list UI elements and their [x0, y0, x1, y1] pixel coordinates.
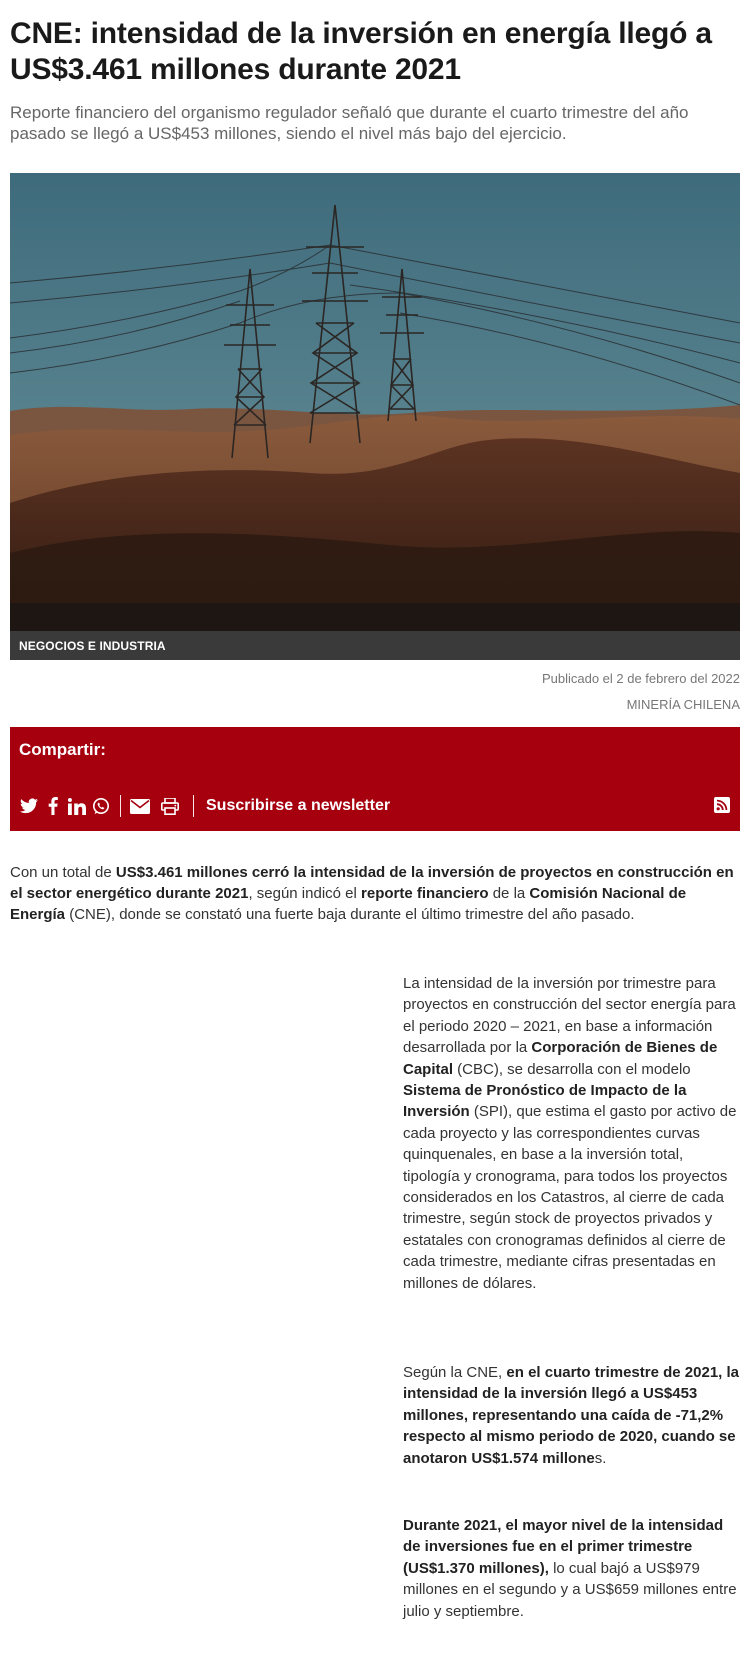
- body-paragraph-2: Según la CNE, en el cuarto trimestre de 2021, la intensidad de la inversión llegó a US$453 millones, representando una caída de -71,2% respecto al mismo periodo de 2020, cuando se anotaron US$1.574 millones.: [403, 1364, 740, 1467]
- article-page: [0, 16, 750, 1659]
- twitter-icon[interactable]: [19, 796, 39, 816]
- share-divider-2: [193, 795, 194, 817]
- publish-date: Publicado el 2 de febrero del 2022: [541, 671, 740, 686]
- share-divider: [120, 795, 121, 817]
- share-icons-row: [19, 795, 390, 817]
- article-title: CNE: intensidad de la inversión en energía llegó a US$3.461 millones durante 2021: [10, 17, 712, 86]
- whatsapp-icon[interactable]: [91, 796, 111, 816]
- article-subtitle: Reporte financiero del organismo regulador señaló que durante el cuarto trimestre del año pasado se llegó a US$453 millones, siendo el nivel más bajo del ejercicio.: [10, 103, 689, 143]
- power-towers-desert-photo: [10, 173, 740, 660]
- article-photo: [10, 173, 740, 660]
- article-source: MINERÍA CHILENA: [626, 697, 740, 712]
- photo-caption-bar: [10, 631, 740, 660]
- facebook-icon[interactable]: [43, 796, 63, 816]
- lead-paragraph: Con un total de US$3.461 millones cerró la intensidad de la inversión de proyectos en construcción en el sector energético durante 2021, según indicó el reporte financiero de la Comisión Nacional de Energía (CNE), donde se constató una fuerte baja durante el último trimestre del año pasado.: [10, 864, 734, 923]
- rss-icon[interactable]: [714, 797, 730, 818]
- category-label[interactable]: NEGOCIOS E INDUSTRIA: [19, 639, 166, 653]
- share-bar: [10, 727, 740, 831]
- linkedin-icon[interactable]: [67, 796, 87, 816]
- print-icon[interactable]: [160, 796, 180, 816]
- email-icon[interactable]: [130, 796, 150, 816]
- body-paragraph-3: Durante 2021, el mayor nivel de la intensidad de inversiones fue en el primer trimestre (US$1.370 millones), lo cual bajó a US$979 millones en el segundo y a US$659 millones entre julio y septiembre.: [403, 1517, 737, 1620]
- newsletter-link[interactable]: Suscribirse a newsletter: [206, 797, 391, 814]
- body-paragraph-1: La intensidad de la inversión por trimestre para proyectos en construcción del sector energía para el periodo 2020 – 2021, en base a información desarrollada por la Corporación de Bienes de Capital (CBC), se desarrolla con el modelo Sistema de Pronóstico de Impacto de la Inversión (SPI), que estima el gasto por activo de cada proyecto y las correspondientes curvas quinquenales, en base a la inversión total, tipología y cronograma, para todos los proyectos considerados en los Catastros, al cierre de cada trimestre, según stock de proyectos privados y estatales con cronogramas definidos al cierre de cada trimestre, mediante cifras presentadas en millones de dólares.: [403, 975, 737, 1292]
- share-title: Compartir:: [19, 740, 106, 759]
